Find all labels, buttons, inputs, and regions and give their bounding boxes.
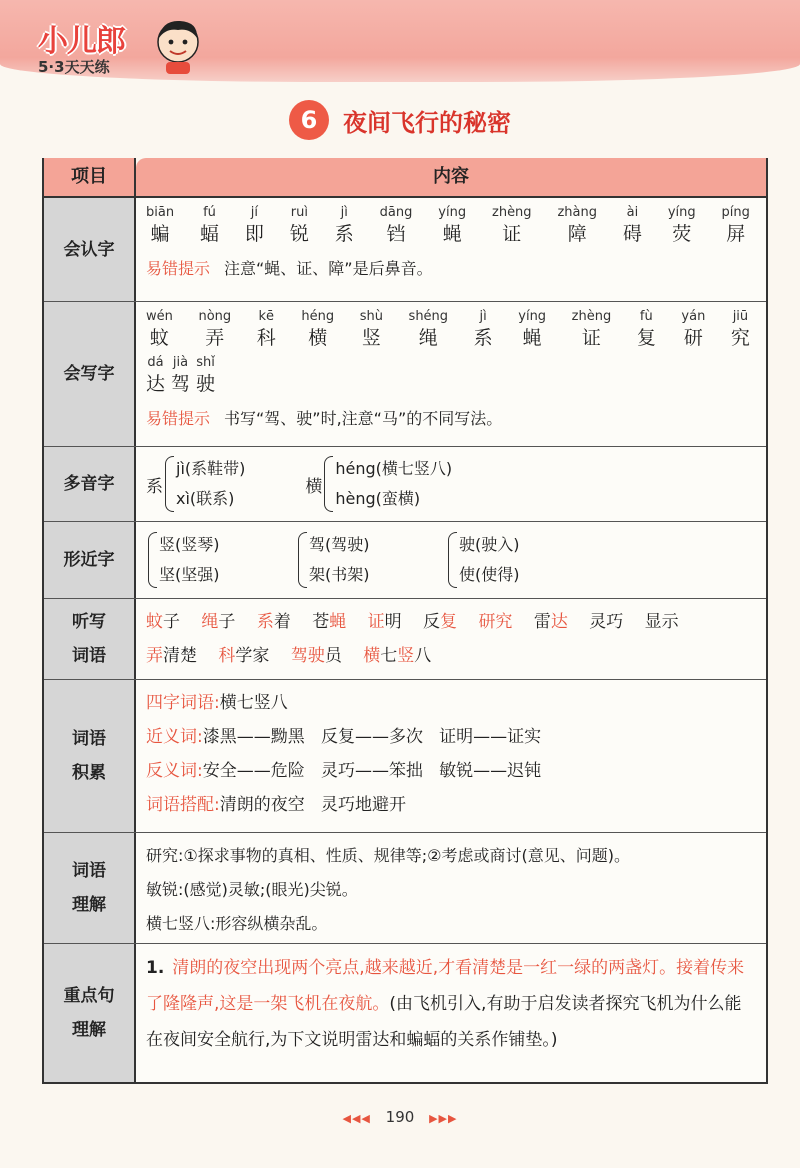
hanzi: 驾 [171,373,191,395]
lesson-title [0,100,800,140]
pinyin: yíng [667,205,696,220]
definition-line: 横七竖八:形容纵横杂乱。 [146,914,328,933]
label-line: 词语 [72,646,106,666]
row-label [44,944,136,1082]
hanzi: 达 [146,373,166,395]
pinyin-char [146,308,173,350]
label-line: 重点句 [63,986,115,1006]
pinyin: yíng [518,309,547,324]
pinyin-char [360,308,383,350]
brand-logo [38,12,178,76]
hanzi: 证 [581,327,601,349]
row-label [44,680,136,832]
pinyin: shǐ [196,355,215,370]
readings [335,454,452,514]
dictation-word: 显示 [644,612,679,632]
row-content [136,198,766,301]
pinyin-char [637,308,656,350]
mascot-icon [150,16,206,76]
row-key-sentence [44,944,766,1082]
page-number: 190 [385,1108,415,1126]
label-line: 词语 [72,729,106,749]
reading: jì(系鞋带) [176,459,246,478]
left-arrows-icon: ◀◀◀ [342,1112,371,1125]
reading: héng(横七竖八) [335,459,453,478]
dictation-word: 苍蝇 [312,612,347,632]
row-label: 会写字 [44,302,136,446]
similar-item: 使(使得) [459,565,520,584]
pinyin-char [518,308,546,350]
reading: hèng(蛮横) [335,489,421,508]
pinyin-char [146,204,174,246]
pinyin: ruì [290,205,308,220]
pinyin: yíng [438,205,467,220]
row-content [136,680,766,832]
similar-group [446,530,520,590]
dictation-word: 证明 [367,612,402,632]
pinyin-char [438,204,466,246]
pinyin-char [301,308,334,350]
definition-line: 敏锐:(感觉)灵敏;(眼光)尖锐。 [146,880,358,899]
pinyin-char [257,308,276,350]
definition-line: 研究:①探求事物的真相、性质、规律等;②考虑或商讨(意见、问题)。 [146,846,630,865]
series-name: 5·3天天练 [38,58,110,76]
row-content [136,944,766,1082]
dictation-word: 横七竖八 [363,646,432,666]
similar-group [146,530,296,590]
row-similar-chars [44,522,766,599]
dictation-word: 灵巧 [589,612,624,632]
row-write-chars [44,302,766,447]
dictation-word: 驾驶员 [290,646,342,666]
dictation-word: 弄清楚 [146,646,197,666]
pinyin: píng [721,205,750,220]
pinyin: jià [172,355,189,370]
pinyin: wén [146,309,173,324]
reading: xì(联系) [176,489,235,508]
readings [176,454,245,514]
polyphonic-group [305,454,452,514]
hanzi: 弄 [205,327,225,349]
pinyin-char [731,308,750,350]
hanzi: 究 [730,327,750,349]
hanzi: 研 [683,327,703,349]
row-label [44,599,136,679]
row-label: 形近字 [44,522,136,598]
key-sentence: 清朗的夜空出现两个亮点,越来越近,才看清楚是一红一绿的两盏灯。接着传来了隆隆声,这是一架飞机在夜航。 [146,958,745,1014]
similar-items [309,530,370,590]
pinyin: kē [258,309,275,324]
word-line [146,605,756,639]
similar-items [159,530,220,590]
pinyin-char [668,204,696,246]
row-content [136,599,766,679]
pinyin: jí [250,205,259,220]
hanzi: 蝙 [150,223,170,245]
pinyin: shéng [408,309,449,324]
pinyin-char-list [146,354,756,396]
tip-text: 书写“驾、驶”时,注意“马”的不同写法。 [224,409,503,428]
brace [324,456,333,512]
label-line: 听写 [72,612,106,632]
hanzi: 系 [473,327,493,349]
accum-line: 反义词:安全——危险 灵巧——笨拙 敏锐——迟钝 [146,761,542,781]
col-content-header: 内容 [136,158,766,196]
brace [148,532,157,588]
pinyin: zhàng [557,205,597,220]
hanzi: 蝇 [442,223,462,245]
pinyin-char [290,204,309,246]
row-word-understanding [44,833,766,944]
pinyin: dāng [379,205,413,220]
hanzi: 证 [502,223,522,245]
label-line: 理解 [72,895,106,915]
right-arrows-icon: ▶▶▶ [429,1112,458,1125]
hanzi: 屏 [726,223,746,245]
brace [298,532,307,588]
pinyin-char [474,308,493,350]
pinyin-char [171,354,190,396]
word-line [146,639,756,673]
row-label: 会认字 [44,198,136,301]
accum-line: 词语搭配:清朗的夜空 灵巧地避开 [146,795,406,815]
hanzi: 蚊 [149,327,169,349]
dictation-word: 科学家 [218,646,270,666]
hanzi: 锐 [289,223,309,245]
hanzi: 横 [308,327,328,349]
pinyin-char [492,204,532,246]
pinyin-char [335,204,354,246]
hanzi: 铛 [386,223,406,245]
pinyin: héng [301,309,335,324]
row-label: 多音字 [44,447,136,521]
accum-line: 近义词:漆黑——黝黑 反复——多次 证明——证实 [146,727,542,747]
lesson-number: 6 [289,100,329,140]
label-line: 积累 [72,763,106,783]
accum-line: 四字词语:横七竖八 [146,693,288,713]
pinyin: dá [147,355,164,370]
tip [146,256,756,279]
brace [448,532,457,588]
table-header [44,158,766,198]
dictation-word: 反复 [423,612,458,632]
pinyin-char [623,204,642,246]
pinyin-char [380,204,413,246]
hanzi: 即 [244,223,264,245]
row-recognize-chars [44,198,766,302]
hanzi: 复 [636,327,656,349]
dictation-word: 研究 [478,612,513,632]
pinyin: yán [681,309,706,324]
pinyin: zhèng [492,205,532,220]
row-content [136,833,766,943]
hanzi: 系 [334,223,354,245]
hanzi: 驶 [196,373,216,395]
dictation-word: 系着 [256,612,291,632]
label-line: 词语 [72,861,106,881]
pinyin: jiū [732,309,749,324]
dictation-word: 雷达 [533,612,568,632]
polyphonic-group [146,454,245,514]
label-line: 理解 [72,1020,106,1040]
pinyin: ài [626,205,639,220]
tip-label: 易错提示 [146,259,211,278]
pinyin-char [245,204,264,246]
brace [165,456,174,512]
pinyin-char [200,204,219,246]
row-content [136,447,766,521]
polyphonic-char: 系 [146,476,163,497]
item-number: 1. [146,958,165,978]
pinyin-char [198,308,231,350]
row-label [44,833,136,943]
row-word-accumulation [44,680,766,833]
tip-label: 易错提示 [146,409,211,428]
page-footer [0,1108,800,1126]
pinyin-char [681,308,705,350]
polyphonic-char: 横 [305,476,323,497]
pinyin-char [196,354,215,396]
dictation-word: 蚊子 [146,612,180,632]
pinyin: zhèng [571,309,612,324]
hanzi: 绳 [418,327,438,349]
hanzi: 荧 [672,223,692,245]
pinyin-char [572,308,612,350]
pinyin: jì [340,205,348,220]
dictation-word: 绳子 [201,612,236,632]
tip-text: 注意“蝇、证、障”是后鼻音。 [224,259,433,278]
brand-name: 小儿郎 [38,24,125,59]
hanzi: 竖 [361,327,381,349]
hanzi: 蝠 [199,223,219,245]
pinyin-char-list [146,308,756,350]
row-content [136,522,766,598]
sentence-analysis: (由飞机引入,有助于启发读者探究飞机为什么能在夜间安全航行,为下文说明雷达和蝙蝠的关系作铺垫。) [146,994,742,1050]
pinyin-char [409,308,449,350]
pinyin: shù [359,309,383,324]
pinyin: jì [479,309,487,324]
similar-items [459,530,520,590]
similar-group [296,530,446,590]
similar-item: 架(书架) [309,565,370,584]
pinyin-char [146,354,165,396]
pinyin-char [722,204,750,246]
hanzi: 碍 [622,223,642,245]
row-dictation [44,599,766,680]
pinyin-char-list [146,204,756,246]
pinyin: nòng [198,309,232,324]
row-polyphonic [44,447,766,522]
pinyin: fù [639,309,653,324]
tip [146,406,756,429]
pinyin: biān [146,205,175,220]
row-content [136,302,766,446]
hanzi: 蝇 [522,327,542,349]
hanzi: 科 [256,327,276,349]
summary-table [42,158,768,1084]
pinyin-char [557,204,597,246]
similar-item: 驾(驾驶) [309,535,370,554]
similar-item: 驶(驶入) [459,535,520,554]
lesson-title-text: 夜间飞行的秘密 [343,108,511,137]
col-item-header: 项目 [44,158,136,196]
similar-item: 坚(坚强) [159,565,220,584]
similar-item: 竖(竖琴) [159,535,220,554]
pinyin: fú [203,205,216,220]
hanzi: 障 [567,223,587,245]
